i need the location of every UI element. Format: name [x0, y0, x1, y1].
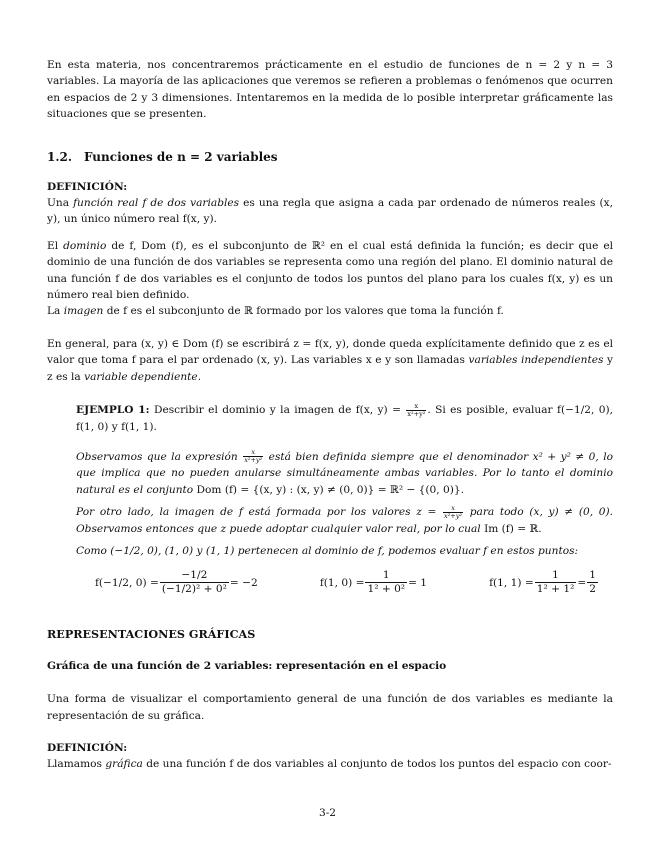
- equation-2: f(1, 0) = $\frac{1}{\text{1² + 0²}}$ = 1: [319, 569, 428, 596]
- example-statement: EJEMPLO 1: Describir el dominio y la imagen de f(x, y) = $\frac{x}{\text{x²+y²}}$ . Si es posible, evaluar f(−1/2, 0), f(1, 0) y f(1, 1).: [76, 401, 614, 433]
- intro-paragraph: En esta materia, nos concentraremos prácticamente en el estudio de funciones de n = 2 y n = 3 variables. La mayoría de las aplicaciones que veremos se refieren a problemas o fenómenos que ocurren en espacios de 2 y 3 dimensiones. Intentaremos en la medida de lo posible interpretar gráficamente las situaciones que se presenten.: [47, 59, 613, 121]
- fraction: $\frac{1}{\text{1² + 0²}}$: [367, 569, 406, 596]
- example-label: EJEMPLO 1:: [76, 404, 150, 417]
- fraction: $\frac{x}{\text{x²+y²}}$: [407, 401, 426, 418]
- page-content: [47, 57, 613, 773]
- graphics-paragraph: Una forma de visualizar el comportamiento general de una función de dos variables es mediante la representación de su gráfica.: [47, 693, 613, 722]
- graphics-subheading: Gráfica de una función de 2 variables: representación en el espacio: [47, 659, 447, 672]
- fraction: $\frac{1}{\text{1² + 1²}}$: [536, 569, 575, 596]
- section-number: 1.2.: [47, 149, 73, 164]
- general-paragraph: En general, para (x, y) ∈ Dom (f) se escribirá z = f(x, y), donde queda explícitamente definido que z es el valor que toma f para el par ordenado (x, y). Las variables x e y son llamadas variables independientes y z es la variable dependiente.: [47, 337, 613, 383]
- definition-paragraph: Una función real f de dos variables es una regla que asigna a cada par ordenado de números reales (x, y), un único número real f(x, y).: [47, 197, 613, 226]
- graphics-heading: REPRESENTACIONES GRÁFICAS: [47, 627, 256, 642]
- definition-term: función real f de dos variables: [73, 197, 240, 210]
- graph-definition-paragraph: Llamamos gráfica de una función f de dos variables al conjunto de todos los puntos del espacio con coor-: [47, 758, 612, 771]
- section-title: Funciones de n = 2 variables: [84, 149, 278, 164]
- observation-image: Por otro lado, la imagen de f está formada por los valores z = $\frac{x}{\text{x²+y²}}$ para todo (x, y) ≠ (0, 0). Observamos entonces que z puede adoptar cualquier valor real, por lo cual Im (f) = ℝ.: [76, 503, 613, 535]
- definition-heading: DEFINICIÓN:: [47, 180, 128, 193]
- page-number: 3-2: [318, 807, 337, 819]
- fraction: $\frac{-1/2}{\text{(−1/2)² + 0²}}$: [161, 569, 227, 596]
- observation-domain: Observamos que la expresión $\frac{x}{\text{x²+y²}}$ está bien definida siempre que el denominador x² + y² ≠ 0, lo que implica que no pueden anularse simultáneamente ambas variables. Por lo tanto el dominio natural es el conjunto Dom (f) = {(x, y) : (x, y) ≠ (0, 0)} = ℝ² − {(0, 0)}.: [76, 448, 614, 496]
- example-block: [76, 402, 613, 596]
- equation-3: f(1, 1) = $\frac{1}{\text{1² + 1²}}$ = $\frac{1}{2}$: [489, 569, 596, 596]
- observation-evaluate: Como (−1/2, 0), (1, 0) y (1, 1) pertenecen al dominio de f, podemos evaluar f en estos puntos:: [76, 544, 579, 557]
- image-paragraph: La imagen de f es el subconjunto de ℝ formado por los valores que toma la función f.: [47, 305, 504, 318]
- section-heading: [47, 150, 613, 164]
- equation-1: f(−1/2, 0) = $\frac{-1/2}{\text{(−1/2)² + 0²}}$ = −2: [95, 569, 258, 596]
- fraction: $\frac{x}{\text{x²+y²}}$: [244, 448, 263, 465]
- fraction: $\frac{x}{\text{x²+y²}}$: [444, 503, 463, 520]
- definition-heading-2: DEFINICIÓN:: [47, 741, 128, 754]
- fraction: $\frac{1}{2}$: [589, 569, 596, 596]
- domain-paragraph: El dominio de f, Dom (f), es el subconjunto de ℝ² en el cual está definida la función; es decir que el dominio de una función de dos variables se representa como una región del plano. El dominio natural de una función f de dos variables es el conjunto de todos los puntos del plano para los cuales f(x, y) es un número real bien definido.: [47, 239, 613, 302]
- evaluation-equations: [95, 569, 599, 596]
